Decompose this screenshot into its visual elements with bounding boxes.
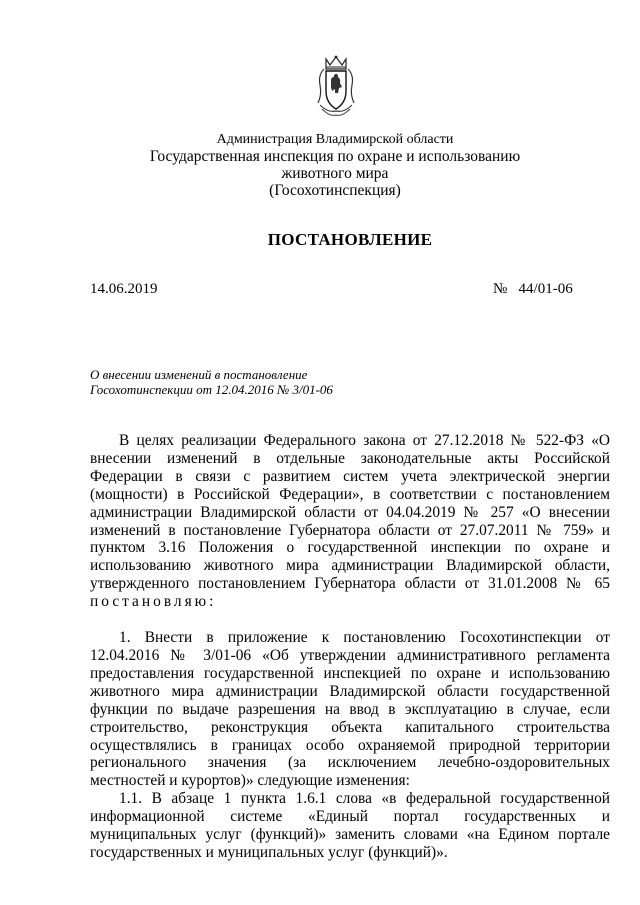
document-subject: [90, 367, 333, 397]
document-date: 14.06.2019: [90, 281, 158, 297]
resolution-word: постановляю:: [90, 593, 217, 611]
subject-line-2: Госохотинспекции от 12.04.2016 № 3/01-06: [90, 382, 333, 397]
administration-name: Администрация Владимирской области: [216, 132, 454, 147]
document-body: [90, 432, 610, 862]
coat-of-arms-icon: [312, 55, 360, 119]
clause-1-paragraph: 1. Внести в приложение к постановлению Госохотинспекции от 12.04.2016 № 3/01-06 «Об утверждении административного регламента предоставления государственной инспекцией по охране и использованию животного мира администрации Владимирской области государственной функции по выдаче разрешения на ввод в эксплуатацию в случае, если строительство, реконструкция объекта капитального строительства осуществлялись в границах особо охраняемой природной территории регионального значения (за исключением лечебно-оздоровительных местностей и курортов)» следующие изменения:: [90, 629, 610, 790]
clause-1-1-paragraph: 1.1. В абзаце 1 пункта 1.6.1 слова «в федеральной государственной информационной системе «Единый портал государственных и муниципальных услуг (функций)» заменить словами «на Едином портале государственных и муниципальных услуг (функций)».: [90, 790, 610, 861]
preamble-paragraph: [90, 432, 610, 611]
document-title: ПОСТАНОВЛЕНИЕ: [267, 230, 433, 249]
preamble-text: В целях реализации Федерального закона от 27.12.2018 № 522-ФЗ «О внесении изменений в отдельные законодательные акты Российской Федерации в связи с развитием систем учета электрической энергии (мощности) в Российской Федерации», в соответствии с постановлением администрации Владимирской области от 04.04.2019 № 257 «О внесении изменений в постановление Губернатора области от 27.07.2011 № 759» и пунктом 3.16 Положения о государственной инспекции по охране и использованию животного мира администрации Владимирской области, утвержденного постановлением Губернатора области от 31.01.2008 № 65: [90, 432, 610, 593]
inspection-name: Государственная инспекция по охране и использованию: [149, 148, 521, 165]
inspection-name-cont: животного мира: [281, 165, 389, 182]
issuer-header: [0, 132, 640, 199]
inspection-short-name: (Госохотинспекция): [269, 182, 401, 199]
subject-line-1: О внесении изменений в постановление: [90, 367, 308, 382]
document-number: № 44/01-06: [493, 281, 573, 297]
